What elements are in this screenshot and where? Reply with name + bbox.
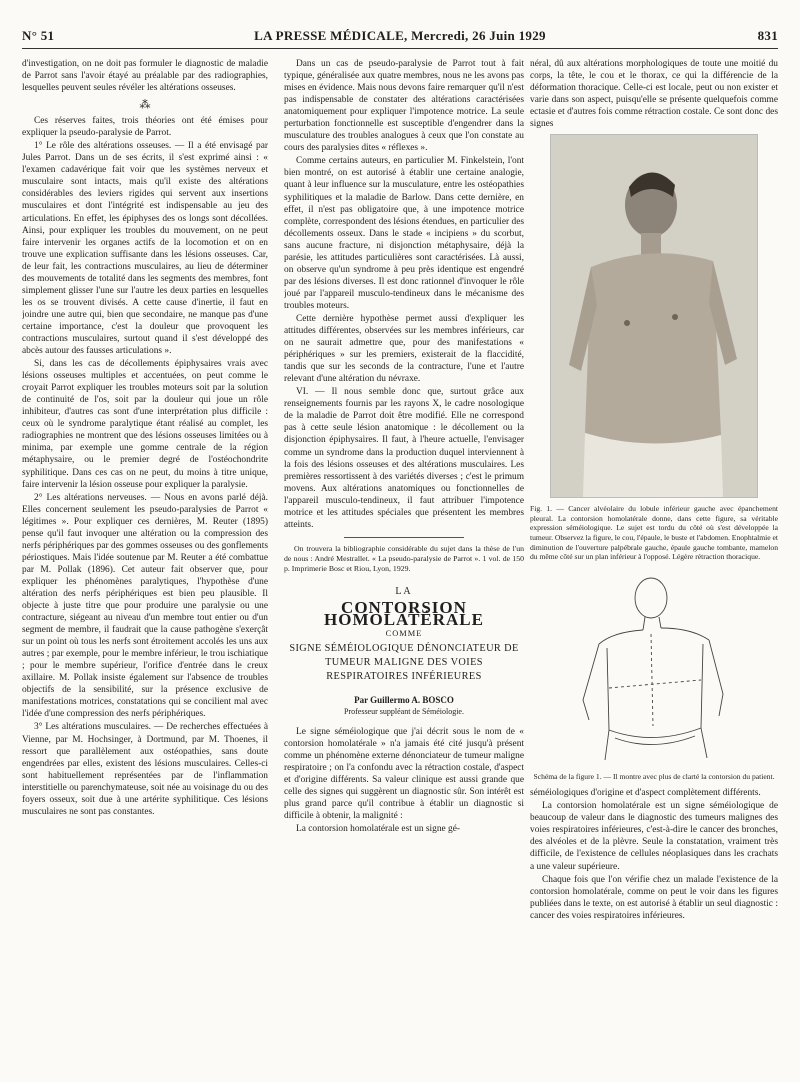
paragraph: Chaque fois que l'on vérifie chez un malade l'existence de la contorsion homolatérale, comme on peut le voir dans les figures publiées dans le texte, on est autorisé à établir un seul diagnostic : cancer des voies respiratoires inférieures. — [530, 874, 778, 921]
header-rule — [22, 48, 778, 49]
figure-2-caption: Schéma de la figure 1. — Il montre avec plus de clarté la contorsion du patient. — [533, 771, 775, 781]
article-kicker: LA — [395, 585, 413, 597]
paragraph: 2° Les altérations nerveuses. — Nous en avons parlé déjà. Elles concernent seulement les pseudo-paralysies de Parrot « légitimes ». Pour expliquer ces dernières, M. Reuter (1895) pense qu'il faut invoquer une altération ou la compression des nerfs périphériques par des gommes osseuses ou des gonflements périostiques. Mais l'idée soutenue par M. Reuter a été combattue par M. Pollak (1896). Cet auteur fait observer que, pour expliquer les phénomènes paralytiques, l'hypothèse d'une altération des nerfs périphériques est bien peu plausible. Il objecte à juste titre que pour produire une paralysie ou une contracture, siégeant au niveau d'un membre tout entier ou d'un segment de membre, il faudrait que la cause pathogène s'exerçât sur un point où tous les nerfs sont étroitement accolés les uns aux autres ; par exemple, pour le membre inférieur, le trou ischiatique ; pour le membre supérieur, l'orifice d'entrée dans le creux axillaire. M. Pollak insiste également sur l'absence de troubles objectifs de la sensibilité, sur la présence exclusive de manifestations motrices, constatations qui se concilient mal avec l'idée d'une compression des nerfs périphériques. — [22, 492, 268, 720]
column-1 — [22, 58, 268, 1073]
separator — [344, 537, 464, 538]
patient-photo — [550, 134, 758, 498]
paragraph: Ces réserves faites, trois théories ont été émises pour expliquer la pseudo-paralysie de Parrot. — [22, 116, 268, 139]
paragraph: séméiologiques d'origine et d'aspect complètement différents. — [530, 788, 761, 799]
journal-title: LA PRESSE MÉDICALE, Mercredi, 26 Juin 1929 — [254, 28, 546, 43]
article-author: Par Guillermo A. BOSCO — [354, 695, 454, 706]
column-3 — [530, 58, 778, 1073]
paragraph: La contorsion homolatérale est un signe gé- — [296, 824, 461, 835]
paragraph: VI. — Il nous semble donc que, surtout grâce aux renseignements fournis par les rayons X, le cadre nosologique de la maladie de Parrot doit être modifié. Elle ne correspond pas à cette seule lésion anatomique : le décollement ou la disjonction épiphysaires. Il faut, à l'heure actuelle, l'envisager comme un syndrome dans la production duquel interviennent à la fois des lésions osseuses et des altérations musculaires. Les premières ressortissent à des variétés diverses ; c'est le primum movens. Aux altérations anatomiques ou fonctionnelles de l'appareil musculo-tendineux, il faut attribuer l'impotence motrice et les attitudes spéciales que présentent les membres atteints. — [284, 387, 524, 530]
bibliography-note: On trouvera la bibliographie considérable du sujet dans la thèse de l'un de nous : André Mestrallet. « La pseudo-paralysie de Parrot ». 1 vol. de 150 p. Imprimerie Bosc et Riou, Lyon, 1929. — [284, 543, 524, 573]
schematic-drawing — [569, 570, 739, 768]
paragraph: Le signe séméiologique que j'ai décrit sous le nom de « contorsion homolatérale » n'a jamais été cité jusqu'à présent comme un phénomène externe dénonciateur de tumeur maligne respiratoire ; on l'a confondu avec la rétraction costale, d'aspect et d'origine différents. Sa valeur clinique est aussi grande que celle des signes qui suggèrent un diagnostic sûr. Son intérêt est plus grand parce qu'il contribue à établir un diagnostic si difficile à obtenir, la malignité : — [284, 727, 524, 822]
patient-photo-illustration — [551, 135, 757, 497]
author-role: Professeur suppléant de Séméiologie. — [344, 707, 464, 717]
article-title: CONTORSION HOMOLATÉRALE — [324, 597, 484, 629]
paragraph: Comme certains auteurs, en particulier M. Finkelstein, l'ont bien montré, on est autorisé à établir une certaine analogie, quant à leur influence sur la musculature, entre les ostéopathies syphilitiques et la maladie de Barlow. Dans cette dernière, en effet, il n'est pas obligatoire que, à une impotence motrice complète, correspondent des lésions étendues, en particulier des décollements osseux. Dans le stade « incipiens » du scorbut, sans aucune fracture, ni disjonction métaphysaire, déjà la parésie, les attitudes particulières sont caractérisées. Là aussi, on observe qu'un syndrome à peu près identique est engendré par des lésions diverses. Il est donc rationnel d'invoquer le rôle joué par l'appareil musculo-tendineux dans le mécanisme des troubles moteurs. — [284, 156, 524, 311]
paragraph: 1° Le rôle des altérations osseuses. — Il a été envisagé par Jules Parrot. Dans un de ses écrits, il s'est exprimé ainsi : « l'examen cadavérique fait voir que les systèmes nerveux et musculaire sont intacts, mais qu'il existe des altérations considérables des leviers rigides qui servent aux insertions musculaires et dont l'intégrité est indispensable au jeu des articulations. En effet, les épiphyses des os longs sont décollées. Ainsi, pour expliquer les troubles du mouvement, on ne peut faire intervenir les organes actifs de la locomotion et on en trouve une explication suffisante dans les lésions osseuses. Car, de leur fait, les contractions musculaires, au lieu de déterminer des mouvements de totalité dans les segments des membres, font simplement glisser l'une sur l'autre les deux parties en lesquelles les os se trouvent divisés. A cette cause d'inertie, il faut en joindre une autre qui, bien que secondaire, ne manque pas d'une certaine importance, c'est la douleur que provoquent les contractions musculaires, surtout quand il s'est développé des abcès autour des fausses articulations ». — [22, 141, 268, 357]
issue-number: N° 51 — [22, 28, 55, 43]
article-subtitle: SIGNE SÉMÉIOLOGIQUE DÉNONCIATEUR DE TUMEUR MALIGNE DES VOIES RESPIRATOIRES INFÉRIEURES — [289, 643, 519, 683]
figure-1-caption: Fig. 1. — Cancer alvéolaire du lobule inférieur gauche avec épanchement pleural. La contorsion homolatérale donne, dans cette figure, sa véritable expression séméiologique. Le sujet est tordu du côté où s'est développée la tumeur. Observez la figure, le cou, l'épaule, le buste et l'abdomen. Enophtalmie et diminution de l'ouverture palpébrale gauche, épaule gauche tombante, mamelon du même côté sur un plan inférieur à l'opposé. Légère rétraction thoracique. — [530, 504, 778, 562]
paragraph: Cette dernière hypothèse permet aussi d'expliquer les attitudes différentes, observées sur les membres inférieurs, car on ne saurait admettre que, pour des manifestations « périphériques » sur les premiers, existerait de la flaccidité, tandis que sur les seconds de la contracture, l'une et l'autre relevant d'une altération du névraxe. — [284, 313, 524, 385]
paragraph: d'investigation, on ne doit pas formuler le diagnostic de maladie de Parrot sans l'avoir étayé au préalable par des radiographies, lesquelles peuvent seules révéler les altérations osseuses. — [22, 59, 268, 94]
page-number: 831 — [757, 28, 778, 43]
running-header — [22, 28, 778, 48]
paragraph: 3° Les altérations musculaires. — De recherches effectuées à Vienne, par M. Hochsinger, à Dortmund, par M. Thoenes, il ressort que parallèlement aux ostéopathies, sans doute engendrées par elles, existent des lésions musculaires. Celles-ci sont habituellement représentées par de l'inflammation interstitielle ou parenchymateuse, soit née au voisinage du ou des foyers osseux, soit due à une artérite syphilitique. Ces lésions musculaires ne sont pas constantes. — [22, 722, 268, 817]
section-stars: ⁂ — [139, 99, 151, 112]
paragraph: Si, dans les cas de décollements épiphysaires vrais avec lésions osseuses multiples et accentuées, on peut comme le croyait Parrot expliquer les troubles moteurs soit par la solution de continuité de l'os, soit par la douleur qui joue un rôle inhibiteur, d'autres cas sont d'une interprétation plus difficile : ceux où le syndrome paralytique étant réalisé au complet, les radiographies ne montrent que des lésions osseuses limitées ou à minima, par exemple une gomme centrale de la région métaphysaire, ou le premier degré de l'ostéochondrite syphilitique. Dans ces cas on ne peut, du moins à titre unique, faire intervenir la lésion osseuse pour expliquer la paralysie. — [22, 359, 268, 490]
column-2 — [284, 58, 524, 1073]
paragraph: La contorsion homolatérale est un signe séméiologique de beaucoup de valeur dans le diagnostic des tumeurs malignes des voies respiratoires inférieures, c'est-à-dire le cancer des bronches, des alvéoles et de la plèvre. Seule la constatation, vraiment très difficile, de l'existence de cellules néoplasiques dans les crachats a une valeur supérieure. — [530, 801, 778, 872]
paragraph: Dans un cas de pseudo-paralysie de Parrot tout à fait typique, généralisée aux quatre membres, nous ne les avons pas mises en évidence. Mais nous devons faire remarquer qu'il n'est pas indispensable de constater des altérations caractérisées anatomiquement pour expliquer l'impotence motrice. La seule perturbation fonctionnelle est susceptible d'engendrer dans la musculature des troubles analogues à ceux que l'on constate au cours des paralysies dites « réflexes ». — [284, 59, 524, 154]
article-comme: COMME — [385, 628, 423, 638]
paragraph: néral, dû aux altérations morphologiques de toute une moitié du corps, la tête, le cou et le thorax, ce qui la différencie de la déformation thoracique. Celle-ci est locale, peut ou non exister et varie dans son aspect, puisqu'elle se présente quelquefois comme ectasie et d'autres fois comme rétraction costale. Ce sont donc des signes — [530, 59, 778, 130]
